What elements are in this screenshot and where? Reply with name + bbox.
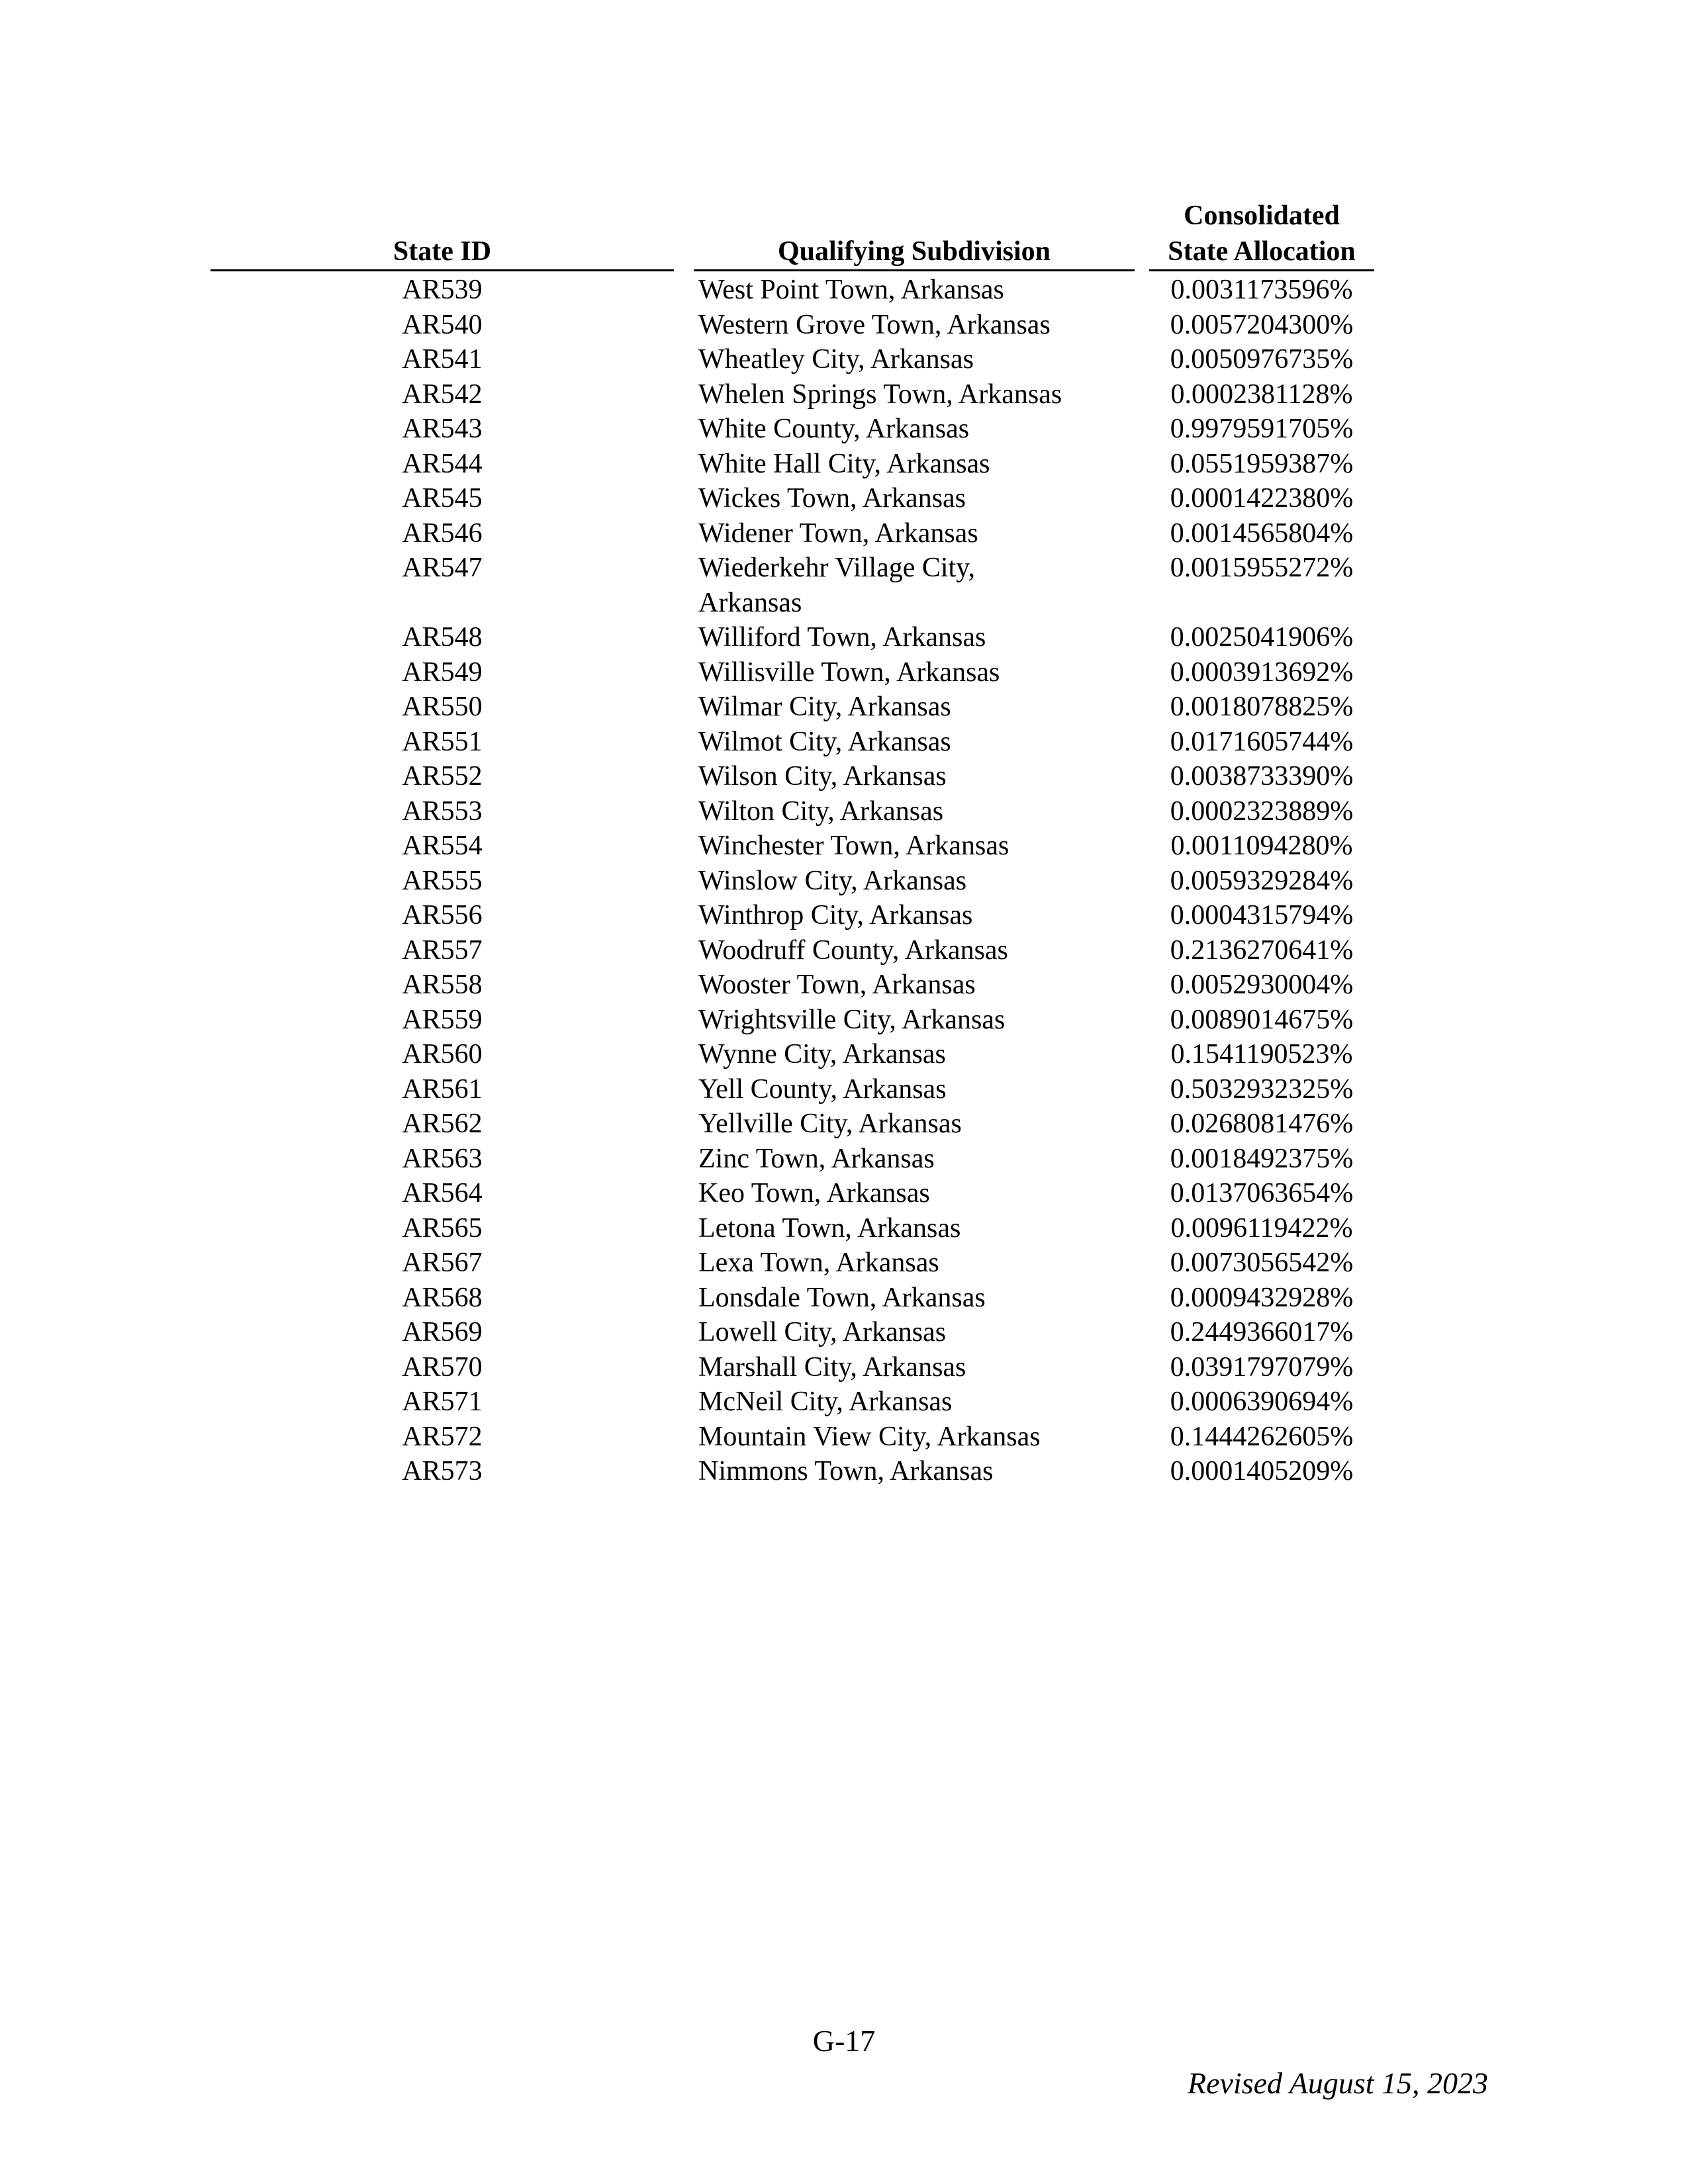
table-row xyxy=(0,1176,1688,1211)
state-id-cell: AR553 xyxy=(402,796,483,827)
table-row xyxy=(0,1107,1688,1142)
subdivision-name: Letona Town, Arkansas xyxy=(698,1212,961,1244)
subdivision-name: Keo Town, Arkansas xyxy=(698,1178,930,1208)
state-id-cell: AR554 xyxy=(402,831,483,861)
allocation-cell: 0.2449366017% xyxy=(1170,1317,1354,1347)
state-id-cell: AR541 xyxy=(402,344,483,375)
allocation-cell: 0.2136270641% xyxy=(1170,934,1354,966)
allocation-cell: 0.0038733390% xyxy=(1170,761,1354,792)
allocation-cell: 0.0031173596% xyxy=(1170,275,1353,305)
allocation-cell: 0.0057204300% xyxy=(1170,309,1354,340)
subdivision-name: Nimmons Town, Arkansas xyxy=(698,1456,994,1486)
subdivision-cell xyxy=(698,481,1129,516)
allocation-cell: 0.0018492375% xyxy=(1170,1143,1354,1174)
allocation-cell: 0.0003913692% xyxy=(1170,657,1354,688)
allocation-cell: 0.0089014675% xyxy=(1170,1004,1354,1035)
allocation-cell: 0.0096119422% xyxy=(1170,1212,1353,1244)
header-underline-subdivision xyxy=(694,269,1135,271)
allocation-cell: 0.1444262605% xyxy=(1170,1421,1354,1452)
subdivision-cell xyxy=(698,933,1129,968)
allocation-cell: 0.0018078825% xyxy=(1170,692,1354,722)
allocation-cell: 0.9979591705% xyxy=(1170,414,1354,444)
subdivision-name: Yell County, Arkansas xyxy=(698,1073,947,1105)
state-id-cell: AR555 xyxy=(402,865,483,896)
subdivision-name: Winthrop City, Arkansas xyxy=(698,900,973,931)
state-id-cell: AR548 xyxy=(402,622,483,653)
table-row xyxy=(0,933,1688,968)
subdivision-name: Willisville Town, Arkansas xyxy=(698,657,1000,688)
table-row xyxy=(0,1211,1688,1246)
subdivision-name: McNeil City, Arkansas xyxy=(698,1387,953,1417)
table-row xyxy=(0,308,1688,343)
subdivision-cell xyxy=(698,1003,1129,1038)
subdivision-cell xyxy=(698,551,1129,620)
subdivision-cell xyxy=(698,1350,1129,1385)
state-id-cell: AR559 xyxy=(402,1004,483,1035)
state-id-cell: AR567 xyxy=(402,1248,483,1278)
subdivision-name: Widener Town, Arkansas xyxy=(698,518,978,549)
state-id-cell: AR549 xyxy=(402,657,483,688)
column-header-qualifying-subdivision: Qualifying Subdivision xyxy=(777,236,1051,267)
allocation-cell: 0.0014565804% xyxy=(1170,518,1354,549)
allocation-cell: 0.0001422380% xyxy=(1170,483,1354,514)
subdivision-name: Wilmot City, Arkansas xyxy=(698,726,951,757)
state-id-cell: AR556 xyxy=(402,900,483,931)
subdivision-cell xyxy=(698,898,1129,933)
subdivision-name: Marshall City, Arkansas xyxy=(698,1351,966,1383)
allocation-cell: 0.0059329284% xyxy=(1170,865,1354,896)
table-row xyxy=(0,1420,1688,1455)
table-row xyxy=(0,1350,1688,1385)
state-id-cell: AR540 xyxy=(402,309,483,340)
subdivision-cell xyxy=(698,1315,1129,1350)
allocation-cell: 0.0551959387% xyxy=(1170,448,1354,479)
state-id-cell: AR561 xyxy=(402,1073,483,1105)
table-row xyxy=(0,342,1688,377)
allocation-cell: 0.0001405209% xyxy=(1170,1456,1354,1486)
subdivision-name: Lonsdale Town, Arkansas xyxy=(698,1282,986,1313)
table-row xyxy=(0,1385,1688,1420)
subdivision-name: Woodruff County, Arkansas xyxy=(698,934,1008,966)
column-header-state-id: State ID xyxy=(393,236,492,267)
subdivision-cell xyxy=(698,377,1129,412)
table-row xyxy=(0,690,1688,725)
subdivision-cell xyxy=(698,794,1129,829)
table-row xyxy=(0,794,1688,829)
state-id-cell: AR543 xyxy=(402,414,483,444)
column-header-consolidated-state-allocation xyxy=(1149,198,1374,269)
table-row xyxy=(0,1003,1688,1038)
subdivision-cell xyxy=(698,308,1129,343)
allocation-cell: 0.5032932325% xyxy=(1170,1073,1354,1105)
allocation-cell: 0.0073056542% xyxy=(1170,1248,1354,1278)
table-row xyxy=(0,447,1688,482)
subdivision-cell xyxy=(698,1211,1129,1246)
allocation-cell: 0.0268081476% xyxy=(1170,1109,1354,1139)
subdivision-cell xyxy=(698,1281,1129,1316)
state-id-cell: AR558 xyxy=(402,970,483,1000)
state-id-cell: AR570 xyxy=(402,1351,483,1383)
subdivision-name: White Hall City, Arkansas xyxy=(698,448,990,479)
allocation-cell: 0.0025041906% xyxy=(1170,622,1354,653)
subdivision-name: West Point Town, Arkansas xyxy=(698,275,1004,305)
subdivision-name: Wynne City, Arkansas xyxy=(698,1039,946,1069)
revised-date: Revised August 15, 2023 xyxy=(1188,2066,1488,2100)
subdivision-cell xyxy=(698,1454,1129,1489)
state-id-cell: AR551 xyxy=(402,726,483,757)
subdivision-cell xyxy=(698,968,1129,1003)
state-id-cell: AR560 xyxy=(402,1039,483,1069)
table-row xyxy=(0,1142,1688,1177)
table-row xyxy=(0,620,1688,655)
page-number: G-17 xyxy=(812,2024,876,2058)
state-id-cell: AR557 xyxy=(402,934,483,966)
table-row xyxy=(0,273,1688,308)
subdivision-cell xyxy=(698,1037,1129,1072)
allocation-cell: 0.0002323889% xyxy=(1170,796,1354,827)
subdivision-name: Zinc Town, Arkansas xyxy=(698,1143,935,1174)
subdivision-cell xyxy=(698,1072,1129,1107)
table-row xyxy=(0,725,1688,760)
table-row xyxy=(0,412,1688,447)
subdivision-name: Wilmar City, Arkansas xyxy=(698,692,951,722)
subdivision-cell xyxy=(698,1142,1129,1177)
state-id-cell: AR571 xyxy=(402,1387,483,1417)
subdivision-cell xyxy=(698,1246,1129,1281)
table-row xyxy=(0,1454,1688,1489)
subdivision-cell xyxy=(698,1107,1129,1142)
table-body xyxy=(0,273,1688,1489)
subdivision-name: Wrightsville City, Arkansas xyxy=(698,1004,1006,1035)
table-row xyxy=(0,481,1688,516)
state-id-cell: AR547 xyxy=(402,553,483,583)
state-id-cell: AR572 xyxy=(402,1421,483,1452)
subdivision-name: White County, Arkansas xyxy=(698,414,970,444)
table-row xyxy=(0,1037,1688,1072)
subdivision-name: Wheatley City, Arkansas xyxy=(698,344,974,375)
subdivision-name: Wilton City, Arkansas xyxy=(698,796,944,827)
state-id-cell: AR568 xyxy=(402,1282,483,1313)
subdivision-name: Winchester Town, Arkansas xyxy=(698,831,1009,861)
state-id-cell: AR565 xyxy=(402,1212,483,1244)
state-id-cell: AR544 xyxy=(402,448,483,479)
subdivision-name: Mountain View City, Arkansas xyxy=(698,1421,1041,1452)
allocation-cell: 0.0004315794% xyxy=(1170,900,1354,931)
state-id-cell: AR552 xyxy=(402,761,483,792)
state-id-cell: AR564 xyxy=(402,1178,483,1208)
table-row xyxy=(0,551,1688,620)
column-header-allocation-line1: Consolidated xyxy=(1184,201,1340,231)
state-id-cell: AR546 xyxy=(402,518,483,549)
table-row xyxy=(0,377,1688,412)
subdivision-cell xyxy=(698,725,1129,760)
subdivision-cell xyxy=(698,864,1129,899)
state-id-cell: AR545 xyxy=(402,483,483,514)
subdivision-cell xyxy=(698,690,1129,725)
table-row xyxy=(0,1315,1688,1350)
state-id-cell: AR569 xyxy=(402,1317,483,1347)
subdivision-cell xyxy=(698,620,1129,655)
allocation-cell: 0.0391797079% xyxy=(1170,1351,1354,1383)
header-underline-state-id xyxy=(211,269,674,271)
subdivision-name: Wickes Town, Arkansas xyxy=(698,483,966,514)
header-underline-allocation xyxy=(1149,269,1374,271)
table-row xyxy=(0,1281,1688,1316)
allocation-cell: 0.0052930004% xyxy=(1170,970,1354,1000)
subdivision-name: Yellville City, Arkansas xyxy=(698,1109,962,1139)
subdivision-cell xyxy=(698,829,1129,864)
subdivision-name: Wilson City, Arkansas xyxy=(698,761,947,792)
subdivision-cell xyxy=(698,516,1129,551)
allocation-cell: 0.0015955272% xyxy=(1170,553,1354,583)
allocation-cell: 0.0009432928% xyxy=(1170,1282,1354,1313)
table-header xyxy=(0,0,1688,278)
state-id-cell: AR573 xyxy=(402,1456,483,1486)
subdivision-name: Lexa Town, Arkansas xyxy=(698,1248,939,1278)
state-id-cell: AR539 xyxy=(402,275,483,305)
subdivision-cell xyxy=(698,412,1129,447)
subdivision-cell xyxy=(698,1420,1129,1455)
subdivision-name: Winslow City, Arkansas xyxy=(698,865,967,896)
subdivision-cell xyxy=(698,655,1129,690)
state-id-cell: AR542 xyxy=(402,379,483,410)
subdivision-cell xyxy=(698,759,1129,794)
subdivision-cell xyxy=(698,273,1129,308)
table-row xyxy=(0,759,1688,794)
subdivision-cell xyxy=(698,1385,1129,1420)
allocation-cell: 0.0011094280% xyxy=(1170,831,1353,861)
table-row xyxy=(0,968,1688,1003)
table-row xyxy=(0,898,1688,933)
allocation-cell: 0.0137063654% xyxy=(1170,1178,1354,1208)
table-row xyxy=(0,655,1688,690)
allocation-cell: 0.0171605744% xyxy=(1170,726,1354,757)
allocation-cell: 0.0050976735% xyxy=(1170,344,1354,375)
subdivision-name: Wooster Town, Arkansas xyxy=(698,970,976,1000)
table-row xyxy=(0,1246,1688,1281)
subdivision-name-continued: Arkansas xyxy=(698,587,802,618)
allocation-cell: 0.1541190523% xyxy=(1170,1039,1353,1069)
subdivision-name: Wiederkehr Village City, xyxy=(698,553,975,583)
allocation-cell: 0.0002381128% xyxy=(1170,379,1353,410)
subdivision-cell xyxy=(698,447,1129,482)
table-row xyxy=(0,1072,1688,1107)
subdivision-cell xyxy=(698,342,1129,377)
table-row xyxy=(0,516,1688,551)
subdivision-name: Lowell City, Arkansas xyxy=(698,1317,947,1347)
subdivision-name: Williford Town, Arkansas xyxy=(698,622,986,653)
subdivision-cell xyxy=(698,1176,1129,1211)
table-row xyxy=(0,829,1688,864)
column-header-allocation-line2: State Allocation xyxy=(1168,236,1356,267)
table-row xyxy=(0,864,1688,899)
subdivision-name: Whelen Springs Town, Arkansas xyxy=(698,379,1062,410)
state-id-cell: AR550 xyxy=(402,692,483,722)
state-id-cell: AR563 xyxy=(402,1143,483,1174)
allocation-cell: 0.0006390694% xyxy=(1170,1387,1354,1417)
state-id-cell: AR562 xyxy=(402,1109,483,1139)
subdivision-name: Western Grove Town, Arkansas xyxy=(698,309,1051,340)
